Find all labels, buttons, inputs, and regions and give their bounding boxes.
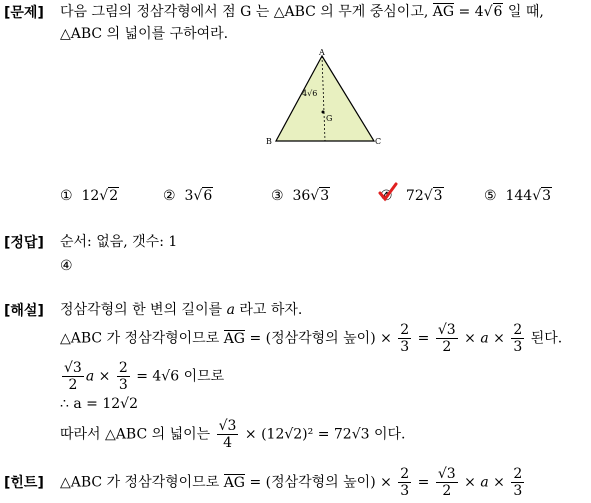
choice-4-mark: ④: [380, 188, 397, 204]
hint-tag: [힌트]: [4, 475, 44, 491]
solution-line-4: ∴ a = 12√2: [60, 396, 138, 412]
solution-line-1: 정삼각형의 한 변의 길이를 a 라고 하자.: [60, 302, 303, 318]
problem-tag: [문제]: [4, 5, 44, 21]
check-icon: [378, 182, 398, 202]
answer-line-2: ④: [60, 258, 73, 274]
triangle-figure: [262, 48, 392, 148]
choice-1[interactable]: ① 12√ 2: [60, 186, 119, 206]
answer-line-1: 순서: 없음, 갯수: 1: [60, 234, 178, 250]
problem-line-1: [60, 2, 544, 22]
choice-1-coef: 12: [81, 188, 100, 204]
label-c: C: [375, 137, 382, 146]
problem-line-1-eq: = 4: [458, 4, 484, 20]
solution-line-5: 따라서 △ABC 의 넓이는 $\frac{√3}{4}$ × (12√2)² = 72√3 이다.: [60, 418, 406, 451]
label-b: B: [266, 137, 272, 146]
choice-3-mark: ③: [271, 188, 284, 204]
choice-2[interactable]: ② 3√ 6: [163, 186, 213, 206]
choice-4-coef: 72: [405, 188, 424, 204]
sqrt-6: √ 6: [484, 3, 504, 20]
choice-4[interactable]: ④ 72√ 3: [380, 186, 444, 206]
solution-line-3: $\frac{√3}{2}$ a × $\frac{2}{3}$ = 4√6 이므로: [64, 360, 225, 393]
label-ag: 4√6: [302, 89, 318, 98]
label-g: G: [326, 114, 333, 123]
choice-5-coef: 144: [505, 188, 533, 204]
choice-2-mark: ②: [163, 188, 176, 204]
label-a: A: [319, 48, 325, 57]
problem-line-1-post: 일 때,: [507, 4, 544, 20]
choice-5-mark: ⑤: [484, 188, 497, 204]
choice-3-coef: 36: [292, 188, 311, 204]
point-g: [322, 111, 325, 114]
hint-line: △ABC 가 정삼각형이므로 AG = (정삼각형의 높이) × $\frac{2}{3}$ = $\frac{√3}{2}$ × a × $\frac{2}{3}$: [60, 466, 523, 499]
answer-tag: [정답]: [4, 235, 44, 251]
choice-5[interactable]: ⑤ 144√ 3: [484, 186, 552, 206]
problem-line-1-pre: 다음 그림의 정삼각형에서 점 G 는 △ABC 의 무게 중심이고,: [60, 4, 429, 20]
segment-ag: AG: [432, 4, 455, 20]
choice-1-mark: ①: [60, 188, 73, 204]
solution-line-2: △ABC 가 정삼각형이므로 AG = (정삼각형의 높이) × $\frac{2}{3}$ = $\frac{√3}{2}$ × a × $\frac{2}{3}$ 된다.: [60, 322, 563, 355]
problem-line-2: △ABC 의 넓이를 구하여라.: [60, 26, 229, 42]
choice-2-coef: 3: [184, 188, 194, 204]
choice-3[interactable]: ③ 36√ 3: [271, 186, 330, 206]
triangle-abc: [276, 56, 374, 141]
solution-tag: [해설]: [4, 303, 44, 319]
